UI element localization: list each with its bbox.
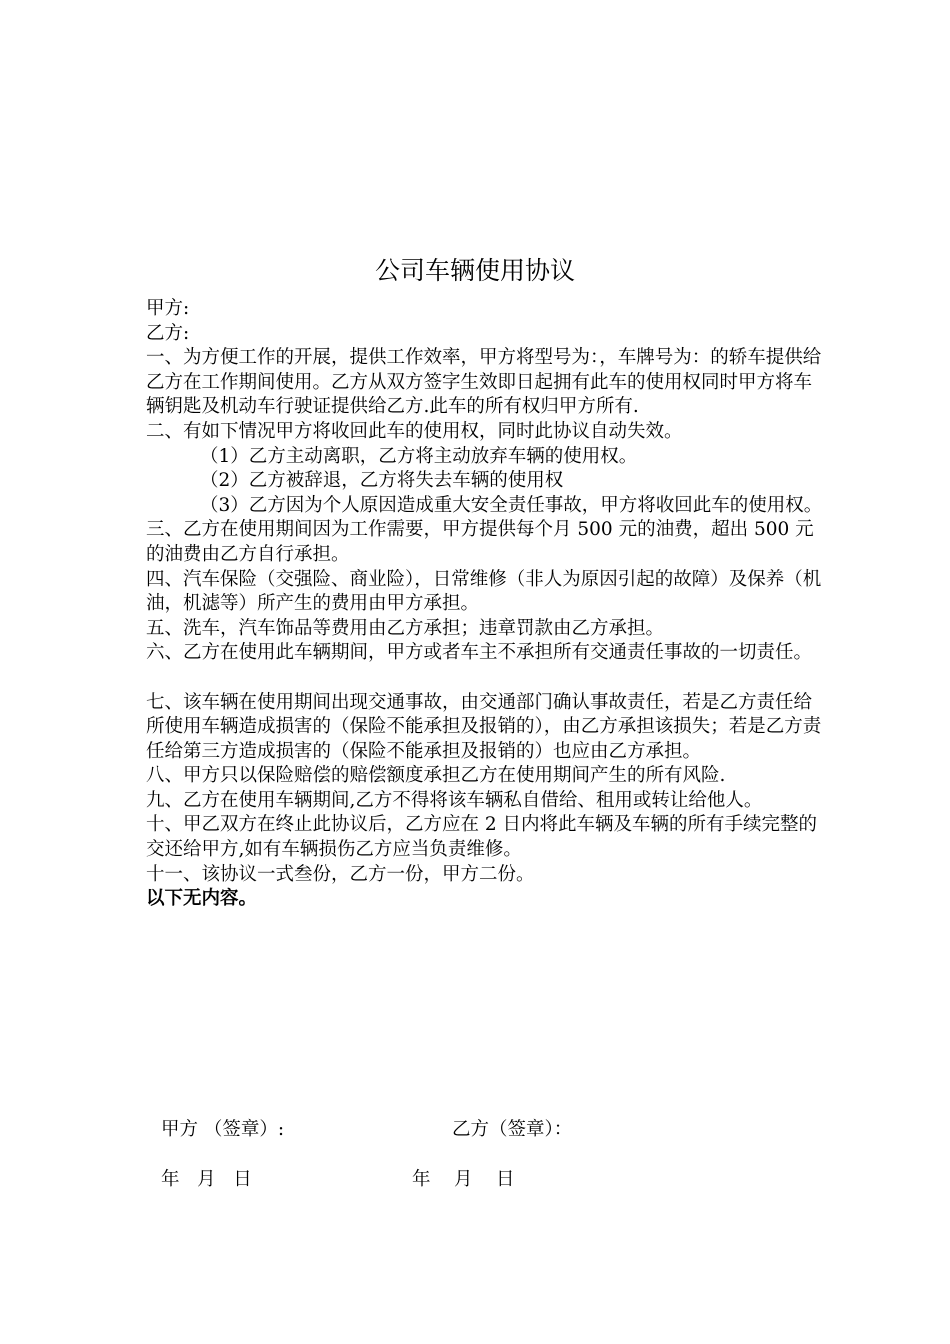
clause-9: 九、乙方在使用车辆期间,乙方不得将该车辆私自借给、租用或转让给他人。 — [146, 789, 763, 811]
clause-2: 二、有如下情况甲方将收回此车的使用权，同时此协议自动失效。 — [146, 420, 683, 442]
clause-4: 四、汽车保险（交强险、商业险），日常维修（非人为原因引起的故障）及保养（机油，机滤等）所产生的费用由甲方承担。 — [146, 568, 822, 615]
clause-10: 十、甲乙双方在终止此协议后，乙方应在 2 日内将此车辆及车辆的所有手续完整的交还给甲方,如有车辆损伤乙方应当负责维修。 — [146, 814, 818, 861]
clause-5: 五、洗车，汽车饰品等费用由乙方承担；违章罚款由乙方承担。 — [146, 617, 665, 639]
party-b-signature-label: 乙方（签章）： — [452, 1119, 573, 1140]
clause-2-item-2: （2）乙方被辞退，乙方将失去车辆的使用权 — [200, 470, 564, 492]
end-note: 以下无内容。 — [146, 888, 258, 910]
paragraph-spacer — [146, 666, 826, 691]
clause-1: 一、为方便工作的开展，提供工作效率，甲方将型号为：，车牌号为：的轿车提供给乙方在工作期间使用。乙方从双方签字生效即日起拥有此车的使用权同时甲方将车辆钥匙及机动车行驶证提供给乙方.此车的所有权归甲方所有. — [146, 347, 822, 418]
document-title: 公司车辆使用协议 — [374, 256, 575, 285]
party-a-line: 甲方: — [146, 298, 190, 319]
clause-7: 七、该车辆在使用期间出现交通事故，由交通部门确认事故责任，若是乙方责任给所使用车辆造成损害的（保险不能承担及报销的），由乙方承担该损失；若是乙方责任给第三方造成损害的（保险不能承担及报销的）也应由乙方承担。 — [146, 691, 822, 762]
party-b-date: 年 月 日 — [412, 1169, 515, 1190]
party-b-line: 乙方: — [146, 322, 190, 344]
party-a-date: 年 月 日 — [161, 1169, 252, 1190]
party-a-signature-label: 甲方 （签章）: — [161, 1119, 285, 1140]
clause-8: 八、甲方只以保险赔偿的赔偿额度承担乙方在使用期间产生的所有风险. — [146, 765, 726, 787]
clause-6: 六、乙方在使用此车辆期间，甲方或者车主不承担所有交通责任事故的一切责任。 — [146, 642, 813, 664]
clause-11: 十一、该协议一式叁份，乙方一份，甲方二份。 — [146, 863, 535, 885]
clause-2-item-3: （3）乙方因为个人原因造成重大安全责任事故，甲方将收回此车的使用权。 — [200, 494, 823, 516]
clause-3: 三、乙方在使用期间因为工作需要，甲方提供每个月 500 元的油费，超出 500 元的油费由乙方自行承担。 — [146, 519, 814, 565]
document-body — [146, 297, 826, 912]
clause-2-item-1: （1）乙方主动离职，乙方将主动放弃车辆的使用权。 — [200, 445, 638, 467]
